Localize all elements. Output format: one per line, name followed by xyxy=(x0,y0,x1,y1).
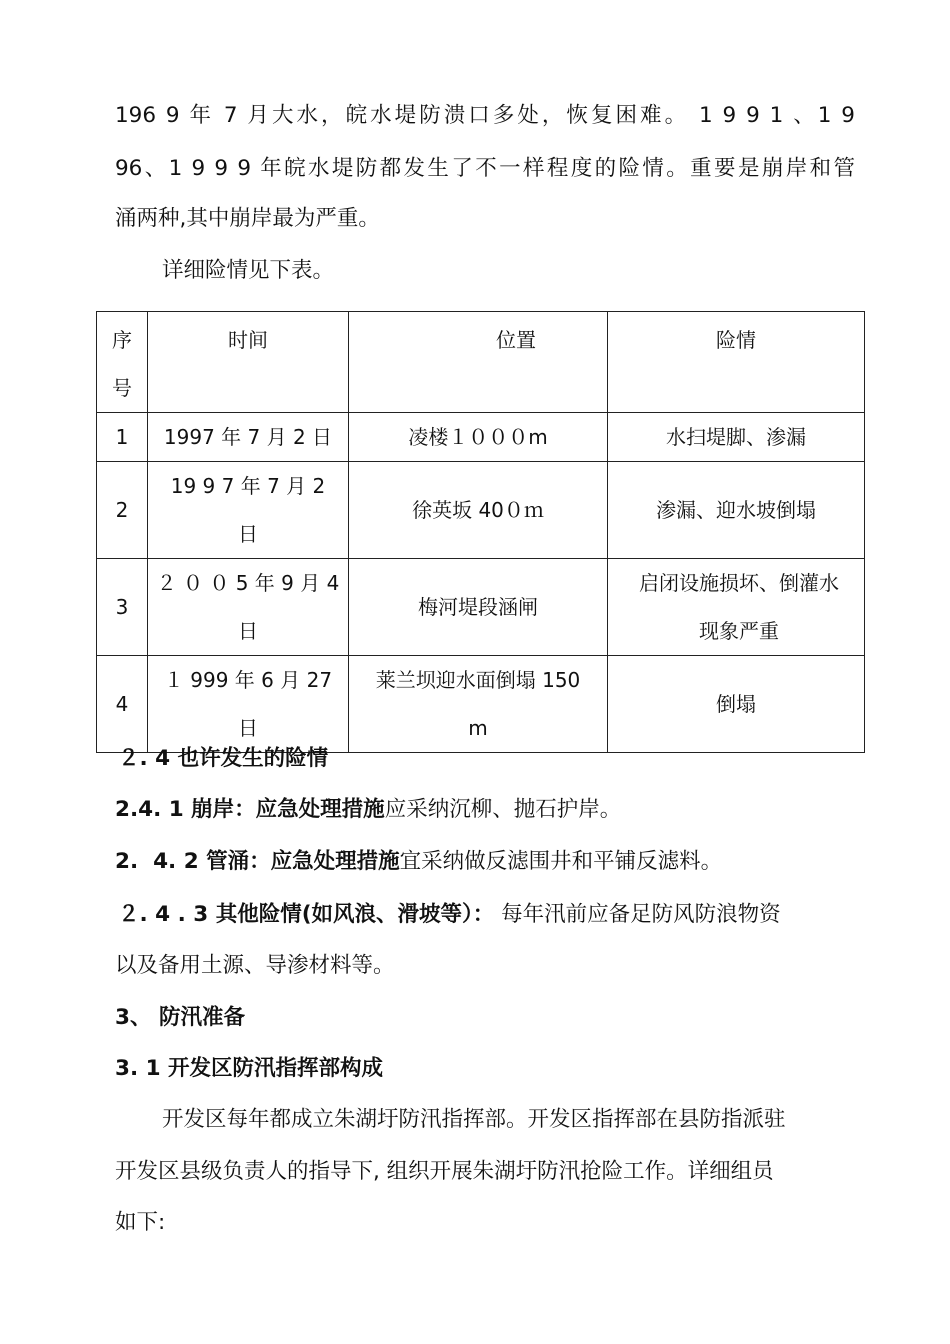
section-3-title: 3、 防汛准备 xyxy=(115,1005,245,1030)
cell-seq: 4 xyxy=(97,656,148,753)
table-row xyxy=(97,656,865,753)
section-2-4-3-line-2: 以及备用土源、导渗材料等。 xyxy=(115,953,395,978)
table-row xyxy=(97,413,865,462)
section-2-4-3 xyxy=(118,900,781,930)
cell-time-line-2: 日 xyxy=(238,619,258,643)
cell-time-line-1: １ 999 年 6 月 27 xyxy=(163,668,333,692)
paragraph-2: 详细险情见下表。 xyxy=(162,258,335,283)
cell-danger-line-1: 水扫堤脚、渗漏 xyxy=(666,425,806,449)
section-2-4-2 xyxy=(115,847,722,877)
cell-location xyxy=(349,413,608,462)
text-line: 96、1 9 9 9 年皖水堤防都发生了不一样程度的险情。重要是崩岸和管 xyxy=(115,156,855,181)
cell-time xyxy=(148,462,349,559)
header-seq-line-2: 号 xyxy=(112,376,132,400)
cell-location xyxy=(349,656,608,753)
cell-location-line-1: 莱兰坝迎水面倒塌 150 xyxy=(375,668,581,692)
cell-danger xyxy=(608,559,865,656)
text-line: 涌两种,其中崩岸最为严重。 xyxy=(115,206,380,231)
header-location: 位置 xyxy=(349,312,608,413)
header-seq-line-1: 序 xyxy=(112,328,132,352)
cell-seq: 1 xyxy=(97,413,148,462)
text-line: 开发区每年都成立朱湖圩防汛指挥部。开发区指挥部在县防指派驻 xyxy=(162,1107,786,1132)
cell-time xyxy=(148,559,349,656)
cell-danger-line-2: 现象严重 xyxy=(699,619,779,643)
cell-time-line-2: 日 xyxy=(238,716,258,740)
section-2-4-1 xyxy=(115,795,621,825)
text-line: 如下: xyxy=(115,1210,166,1235)
section-2-4-1-text: 应采纳沉柳、抛石护岸。 xyxy=(384,797,622,822)
cell-time-line-2: 日 xyxy=(238,522,258,546)
table-row xyxy=(97,559,865,656)
cell-time-line-1: ２ ０ ０ 5 年 9 月 4 xyxy=(156,571,340,595)
text-line: 开发区县级负责人的指导下, 组织开展朱湖圩防汛抢险工作。详细组员 xyxy=(115,1159,774,1184)
section-2-4-title: ２. 4 也许发生的险情 xyxy=(118,746,329,771)
cell-danger-line-1: 渗漏、迎水坡倒塌 xyxy=(656,498,816,522)
cell-location xyxy=(349,559,608,656)
cell-seq: 2 xyxy=(97,462,148,559)
table-row xyxy=(97,462,865,559)
cell-time xyxy=(148,656,349,753)
cell-location-line-2: m xyxy=(468,716,488,740)
cell-time-line-1: 19 9 7 年 7 月 2 xyxy=(170,474,326,498)
danger-table xyxy=(96,311,865,753)
table-header-row xyxy=(97,312,865,413)
section-2-4-2-text: 宜采纳做反滤围井和平铺反滤料。 xyxy=(399,849,723,874)
section-2-4-2-heading: 2. 4. 2 管涌：应急处理措施 xyxy=(115,849,400,874)
section-2-4-1-heading: 2.4. 1 崩岸：应急处理措施 xyxy=(115,797,385,822)
section-2-4-3-heading: ２. 4 . 3 其他险情(如风浪、滑坡等）： xyxy=(118,902,495,927)
cell-seq: 3 xyxy=(97,559,148,656)
header-seq xyxy=(97,312,148,413)
cell-location-line-1: 徐英坂 40０ｍ xyxy=(412,498,544,522)
section-2-4-3-text: 每年汛前应备足防风防浪物资 xyxy=(494,902,781,927)
text-line: 196 9 年 7 月大水，皖水堤防溃口多处，恢复困难。 1 9 9 1 、1 9 xyxy=(115,103,855,128)
cell-danger xyxy=(608,656,865,753)
cell-location xyxy=(349,462,608,559)
cell-danger xyxy=(608,462,865,559)
header-time: 时间 xyxy=(148,312,349,413)
header-danger: 险情 xyxy=(608,312,865,413)
cell-time-line-1: 1997 年 7 月 2 日 xyxy=(163,425,333,449)
cell-danger-line-1: 启闭设施损坏、倒灌水 xyxy=(639,571,839,595)
cell-time xyxy=(148,413,349,462)
section-3-1-title: 3. 1 开发区防汛指挥部构成 xyxy=(115,1056,384,1081)
cell-location-line-1: 梅河堤段涵闸 xyxy=(418,595,538,619)
cell-danger-line-1: 倒塌 xyxy=(716,692,756,716)
cell-location-line-1: 凌楼１０００m xyxy=(408,425,548,449)
cell-danger xyxy=(608,413,865,462)
